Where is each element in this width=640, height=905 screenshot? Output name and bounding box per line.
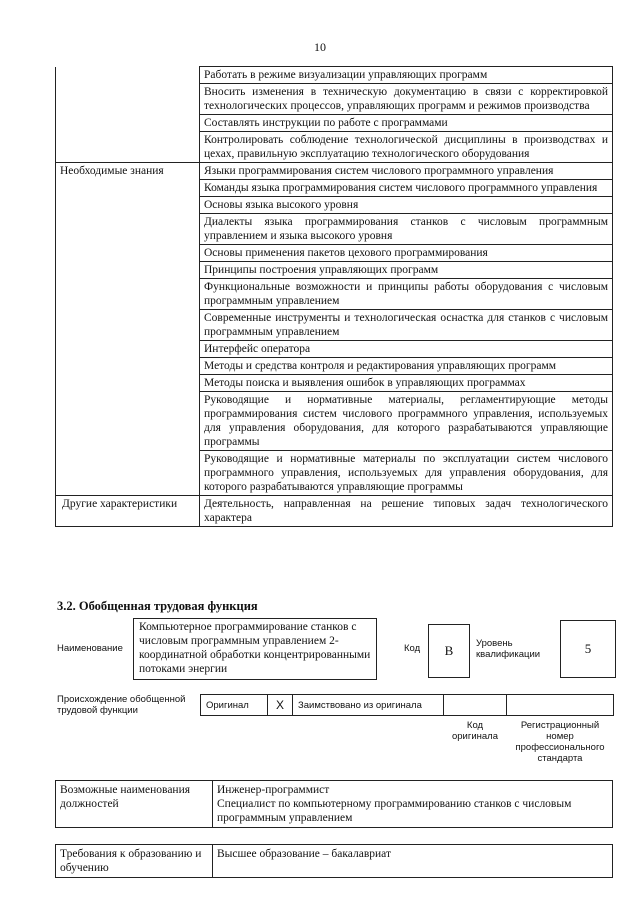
table-cell: Составлять инструкции по работе с программами	[200, 115, 613, 132]
positions-table	[55, 780, 613, 828]
table-cell: Деятельность, направленная на решение типовых задач технологического характера	[200, 496, 613, 527]
table-cell: Методы поиска и выявления ошибок в управляющих программах	[200, 375, 613, 392]
original-label: Оригинал	[201, 695, 268, 716]
table-cell: Современные инструменты и технологическая оснастка для станков с числовым программным управлением	[200, 310, 613, 341]
table-row	[56, 845, 613, 878]
table-cell: Функциональные возможности и принципы работы оборудования с числовым программным управлением	[200, 279, 613, 310]
code-label: Код	[404, 643, 421, 654]
table-row	[56, 163, 613, 180]
row-label-empty	[56, 67, 200, 163]
table-cell: Контролировать соблюдение технологической дисциплины в производствах и цехах, правильную эксплуатацию технологического оборудования	[200, 132, 613, 163]
table-row	[56, 496, 613, 527]
education-table	[55, 844, 613, 878]
section-title: 3.2. Обобщенная трудовая функция	[57, 599, 258, 613]
level-label: Уровень квалификации	[476, 638, 541, 660]
table-cell: Принципы построения управляющих программ	[200, 262, 613, 279]
borrowed-label: Заимствовано из оригинала	[293, 695, 444, 716]
table-cell: Основы языка высокого уровня	[200, 197, 613, 214]
positions-values	[213, 781, 613, 828]
positions-label: Возможные наименования должностей	[56, 781, 213, 828]
level-value-box: 5	[560, 620, 616, 678]
reg-number-cell	[507, 695, 614, 716]
position-item: Специалист по компьютерному программированию станков с числовым программным управлением	[217, 798, 572, 824]
table-cell: Руководящие и нормативные материалы по эксплуатации систем числового программного управления, используемых для управления оборудования, для которого разрабатываются управляющие программы	[200, 451, 613, 496]
table-cell: Руководящие и нормативные материалы, регламентирующие методы программирования систем числового программного управления, используемых для управления оборудования, для которого разрабатываются управляющие программы	[200, 392, 613, 451]
original-mark: X	[268, 695, 293, 716]
code-original-label: Код оригинала	[451, 720, 498, 742]
name-value-box: Компьютерное программирование станков с числовым программным управлением 2-координатной обработки концентрированными потоками энергии	[133, 618, 377, 680]
education-value: Высшее образование – бакалавриат	[213, 845, 613, 878]
table-cell: Методы и средства контроля и редактирования управляющих программ	[200, 358, 613, 375]
skills-table	[55, 66, 613, 527]
code-original-cell	[444, 695, 507, 716]
name-label: Наименование	[57, 643, 123, 654]
table-row	[201, 695, 614, 716]
reg-number-label: Регистрационный номер профессионального стандарта	[515, 720, 605, 764]
table-row	[56, 67, 613, 84]
table-cell: Вносить изменения в техническую документацию в связи с корректировкой технологических процессов, управляющих программ и режимов производства	[200, 84, 613, 115]
table-cell: Языки программирования систем числового программного управления	[200, 163, 613, 180]
position-item: Инженер-программист	[217, 784, 330, 796]
row-label-knowledge: Необходимые знания	[56, 163, 200, 496]
table-row	[56, 781, 613, 828]
education-label: Требования к образованию и обучению	[56, 845, 213, 878]
table-cell: Диалекты языка программирования станков с числовым программным управлением и языка высокого уровня	[200, 214, 613, 245]
code-value-box: B	[428, 624, 470, 678]
origin-label: Происхождение обобщенной трудовой функции	[57, 694, 186, 716]
table-cell: Основы применения пакетов цехового программирования	[200, 245, 613, 262]
table-cell: Команды языка программирования систем числового программного управления	[200, 180, 613, 197]
row-label-other: Другие характеристики	[56, 496, 200, 527]
origin-row	[200, 694, 614, 716]
table-cell: Работать в режиме визуализации управляющих программ	[200, 67, 613, 84]
table-cell: Интерфейс оператора	[200, 341, 613, 358]
page-number: 10	[314, 40, 326, 54]
